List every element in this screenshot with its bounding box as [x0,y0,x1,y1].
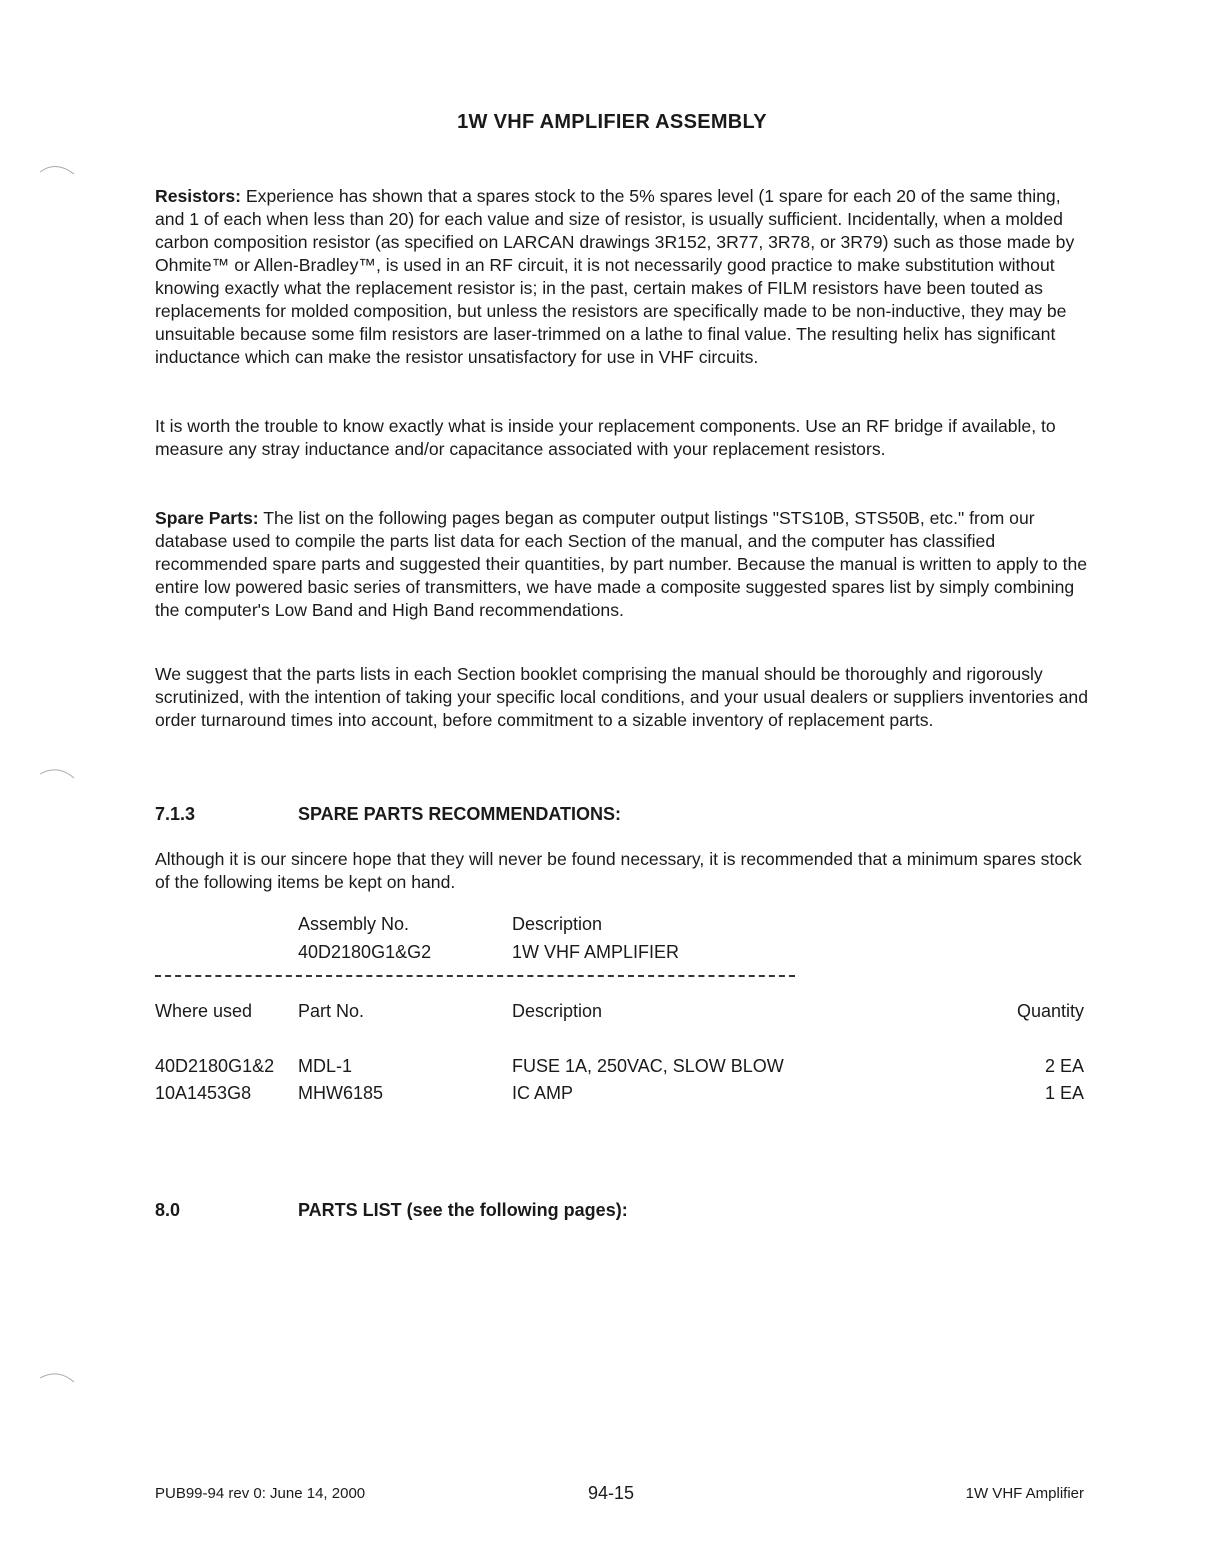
dashed-divider [155,975,795,977]
cell-quantity: 1 EA [1044,1083,1084,1103]
suggest-paragraph: We suggest that the parts lists in each Section booklet comprising the manual should be thoroughly and rigorously scrutinized, with the intention of taking your specific local conditions, and your usual dealers or suppliers inventories and order turnaround times into account, before commitment to a sizable inventory of replacement parts. [155,664,1088,730]
spare-parts-label: Spare Parts: [155,508,259,528]
assembly-description-value: 1W VHF AMPLIFIER [512,942,680,962]
cell-description: IC AMP [512,1083,574,1103]
cell-part-no: MHW6185 [298,1083,384,1103]
spare-parts-text: The list on the following pages began as computer output listings "STS10B, STS50B, etc." from our database used to compile the parts list data for each Section of the manual, and the computer has classified recommended spare parts and suggested their quantities, by part number. Because the manual is written to apply to the entire low powered basic series of transmitters, we have made a composite suggested spares list by simply combining the computer's Low Band and High Band recommendations. [155,508,1088,620]
header-quantity: Quantity [1016,1001,1084,1021]
assembly-no-label: Assembly No. [298,914,410,934]
section-title: PARTS LIST (see the following pages): [298,1200,628,1220]
section-713-heading [155,804,621,825]
section-80-heading [155,1200,628,1221]
header-where-used: Where used [155,1001,253,1021]
spare-parts-paragraph [155,507,1090,622]
resistors-paragraph [155,185,1090,369]
header-description: Description [512,1001,603,1021]
punch-mark [38,158,78,180]
cell-quantity: 2 EA [1044,1056,1084,1076]
resistors-text: Experience has shown that a spares stock to the 5% spares level (1 spare for each 20 of the same thing, and 1 of each when less than 20) for each value and size of resistor, is usually sufficient. Incidentally, when a molded carbon composition resistor (as specified on LARCAN drawings 3R152, 3R77, 3R78, or 3R79) such as those made by Ohmite™ or Allen-Bradley™, is used in an RF circuit, it is not necessarily good practice to make substitution without knowing exactly what the replacement resistor is; in the past, certain makes of FILM resistors have been touted as replacements for molded composition, but unless the resistors are specifically made to be non-inductive, they may be unsuitable because some film resistors are laser-trimmed on a lathe to final value. The resulting helix has significant inductance which can make the resistor unsatisfactory for use in VHF circuits. [155,186,1075,367]
section-title: SPARE PARTS RECOMMENDATIONS: [298,804,622,824]
punch-mark [38,1366,78,1388]
although-paragraph: Although it is our sincere hope that they will never be found necessary, it is recommended that a minimum spares stock of the following items be kept on hand. [155,849,1082,892]
section-number: 8.0 [155,1200,181,1220]
cell-where-used: 40D2180G1&2 [155,1056,275,1076]
page-title: 1W VHF AMPLIFIER ASSEMBLY [457,111,767,133]
footer-document-title: 1W VHF Amplifier [965,1485,1084,1502]
assembly-description-label: Description [512,914,603,934]
section-number: 7.1.3 [155,804,196,824]
resistors-label: Resistors: [155,186,242,206]
footer-publication: PUB99-94 rev 0: June 14, 2000 [155,1485,366,1502]
assembly-no-value: 40D2180G1&G2 [298,942,432,962]
cell-where-used: 10A1453G8 [155,1083,252,1103]
footer-page-number: 94-15 [588,1483,635,1503]
cell-description: FUSE 1A, 250VAC, SLOW BLOW [512,1056,784,1076]
header-part-no: Part No. [298,1001,365,1021]
worth-paragraph: It is worth the trouble to know exactly what is inside your replacement components. Use an RF bridge if available, to measure any stray inductance and/or capacitance associated with your replacement resistors. [155,416,1056,459]
cell-part-no: MDL-1 [298,1056,353,1076]
punch-mark [38,762,78,784]
